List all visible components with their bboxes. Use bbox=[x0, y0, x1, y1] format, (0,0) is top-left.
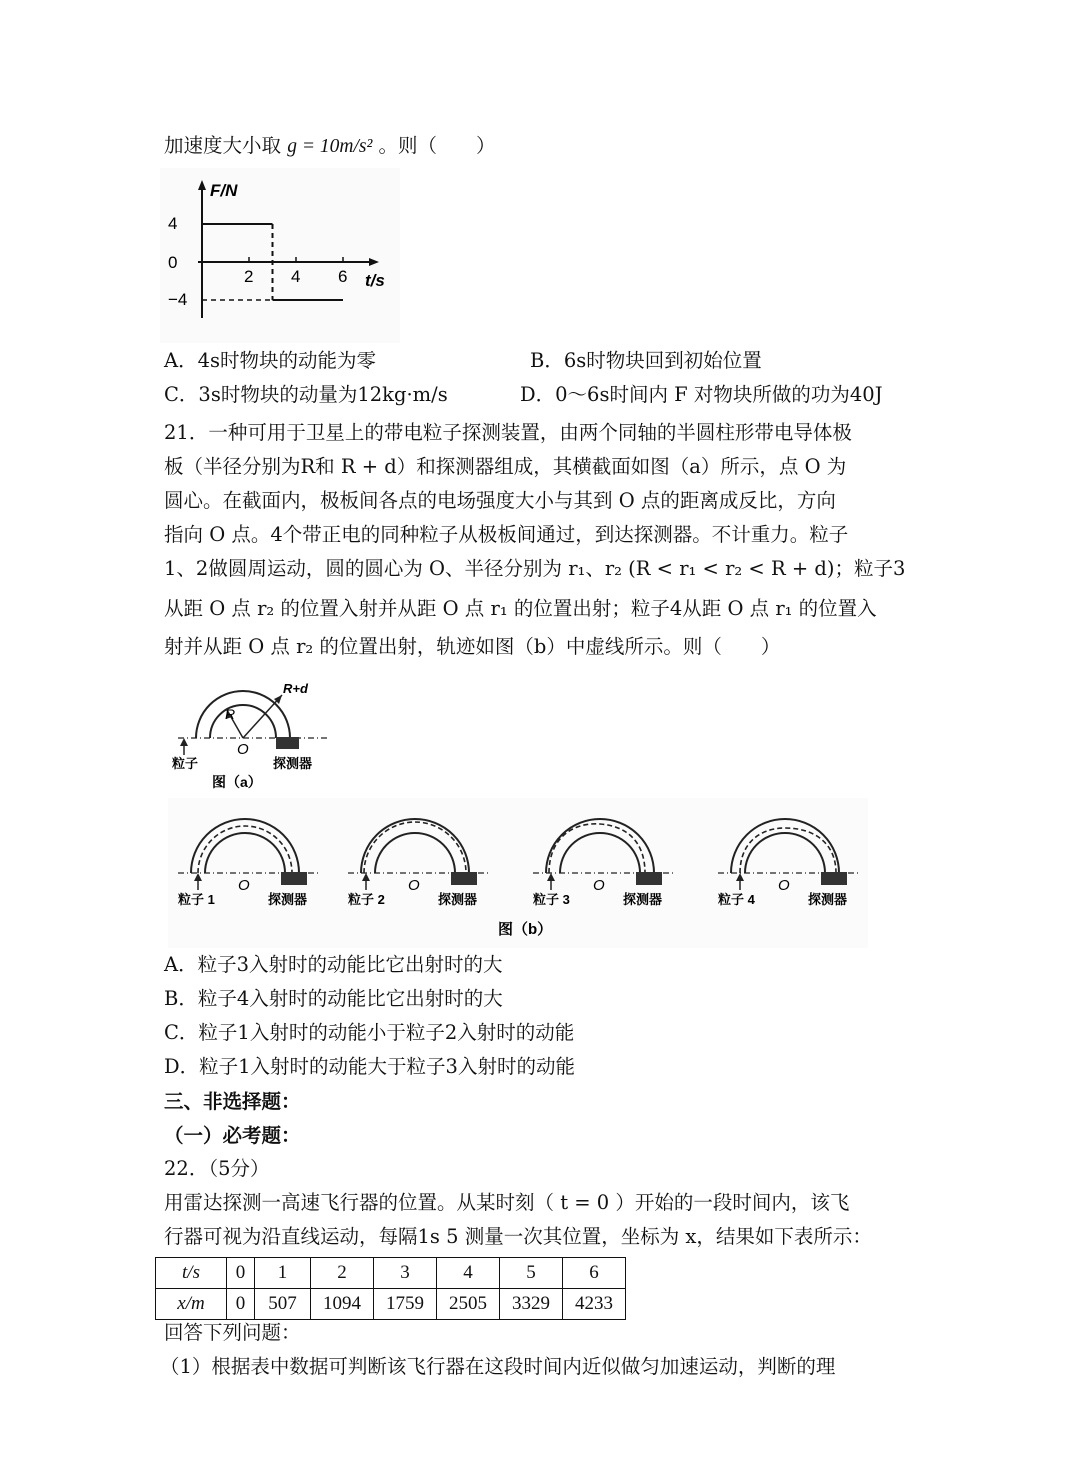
label-R-plus-d: R+d bbox=[283, 681, 308, 696]
figure-b bbox=[168, 798, 868, 948]
y-tick-label-2: −4 bbox=[168, 290, 188, 309]
table-row-position: x/m 0 507 1094 1759 2505 3329 4233 bbox=[156, 1289, 626, 1320]
svg-text:O: O bbox=[238, 877, 250, 894]
x-axis-label: t/s bbox=[365, 271, 385, 290]
svg-text:粒子 4: 粒子 4 bbox=[718, 892, 755, 907]
svg-text:探测器: 探测器 bbox=[623, 892, 663, 907]
table-header-t: t/s bbox=[156, 1258, 227, 1289]
q22-header: 22．（5分） bbox=[164, 1157, 270, 1180]
q21-option-a: A．粒子3入射时的动能比它出射时的大 bbox=[164, 953, 503, 976]
q21-line-3: 圆心。在截面内，极板间各点的电场强度大小与其到 O 点的距离成反比，方向 bbox=[164, 489, 836, 512]
q20-option-d: D．0～6s时间内 F 对物块所做的功为40J bbox=[520, 383, 883, 406]
x-tick-label-4: 4 bbox=[291, 267, 301, 286]
section-3-title: 三、非选择题： bbox=[164, 1090, 301, 1113]
label-O: O bbox=[237, 741, 249, 758]
caption-a: 图（a） bbox=[212, 774, 262, 790]
section-3-subtitle: （一）必考题： bbox=[164, 1124, 301, 1147]
svg-text:O: O bbox=[778, 877, 790, 894]
position-table bbox=[155, 1257, 626, 1320]
q21-option-b: B．粒子4入射时的动能比它出射时的大 bbox=[164, 987, 503, 1010]
label-particle: 粒子 bbox=[172, 756, 199, 771]
q21-line-6: 从距 O 点 r₂ 的位置入射并从距 O 点 r₁ 的位置出射；粒子4从距 O 点 r₁ 的位置入 bbox=[164, 597, 877, 620]
table-row-time: t/s 0 1 2 3 4 5 6 bbox=[156, 1258, 626, 1289]
q21-line-7: 射并从距 O 点 r₂ 的位置出射，轨迹如图（b）中虚线所示。则（ ） bbox=[164, 635, 781, 658]
svg-text:粒子 1: 粒子 1 bbox=[178, 892, 215, 907]
gravity-formula: g = 10m/s² bbox=[287, 136, 373, 157]
q21-line-5: 1、2做圆周运动，圆的圆心为 O、半径分别为 r₁、r₂ (R < r₁ < r₂ < R + d)；粒子3 bbox=[164, 557, 906, 580]
label-detector: 探测器 bbox=[273, 756, 313, 771]
q21-option-d: D．粒子1入射时的动能大于粒子3入射时的动能 bbox=[164, 1055, 575, 1078]
force-time-graph bbox=[160, 168, 400, 343]
q20-option-a: A．4s时物块的动能为零 bbox=[164, 349, 376, 372]
x-tick-label-2: 2 bbox=[244, 267, 254, 286]
q21-line-1: 21．一种可用于卫星上的带电粒子探测装置，由两个同轴的半圆柱形带电导体极 bbox=[164, 421, 852, 444]
svg-text:探测器: 探测器 bbox=[268, 892, 308, 907]
label-R: R bbox=[225, 706, 236, 722]
q20-option-c: C．3s时物块的动量为12kg·m/s bbox=[164, 383, 448, 406]
q22-line-1: 用雷达探测一高速飞行器的位置。从某时刻（ t = 0 ）开始的一段时间内，该飞 bbox=[164, 1191, 850, 1214]
svg-text:探测器: 探测器 bbox=[808, 892, 848, 907]
q20-stem-tail: 加速度大小取 g = 10m/s² 。则（ ） bbox=[164, 134, 496, 157]
q22-sub1: （1）根据表中数据可判断该飞行器在这段时间内近似做匀加速运动，判断的理 bbox=[160, 1355, 836, 1378]
q21-line-2: 板（半径分别为R和 R + d）和探测器组成，其横截面如图（a）所示，点 O 为 bbox=[164, 455, 847, 478]
q21-option-c: C．粒子1入射时的动能小于粒子2入射时的动能 bbox=[164, 1021, 575, 1044]
y-tick-label-1: 0 bbox=[168, 253, 178, 272]
q21-line-4: 指向 O 点。4个带正电的同种粒子从极板间通过，到达探测器。不计重力。粒子 bbox=[164, 523, 849, 546]
y-axis-label: F/N bbox=[210, 181, 238, 200]
y-tick-label-0: 4 bbox=[168, 214, 178, 233]
table-header-x: x/m bbox=[156, 1289, 227, 1320]
q20-option-b: B．6s时物块回到初始位置 bbox=[530, 349, 762, 372]
x-tick-label-6: 6 bbox=[338, 267, 348, 286]
caption-b: 图（b） bbox=[498, 921, 553, 938]
svg-text:粒子 3: 粒子 3 bbox=[533, 892, 570, 907]
svg-text:粒子 2: 粒子 2 bbox=[348, 892, 385, 907]
q22-line-2: 行器可视为沿直线运动，每隔1s 5 测量一次其位置，坐标为 x，结果如下表所示： bbox=[164, 1225, 872, 1248]
q22-answer-prompt: 回答下列问题： bbox=[164, 1321, 301, 1344]
svg-text:O: O bbox=[408, 877, 420, 894]
svg-text:探测器: 探测器 bbox=[438, 892, 478, 907]
figure-a bbox=[170, 675, 340, 795]
svg-text:O: O bbox=[593, 877, 605, 894]
